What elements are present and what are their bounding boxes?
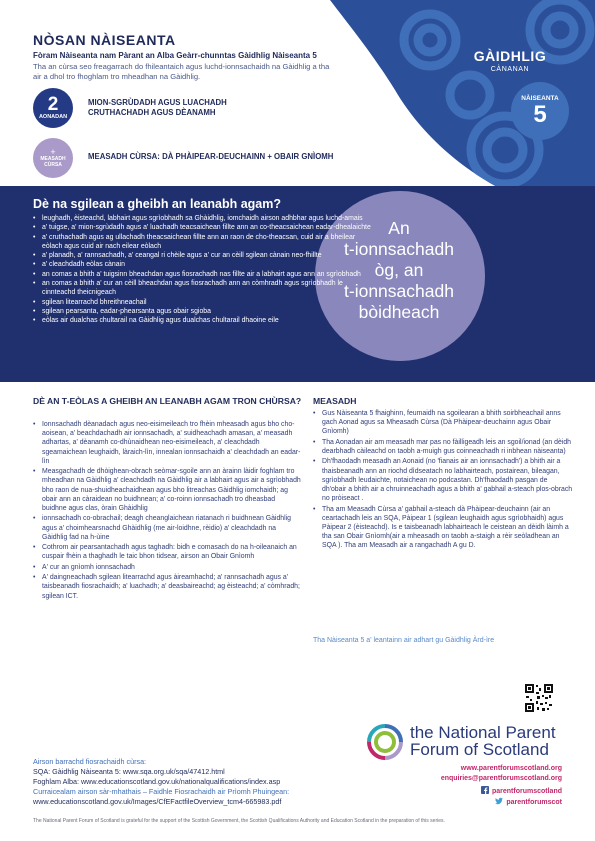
cfe-factfile-heading: Curraicealam airson sàr-mhathais – Faidhle Fiosrachaidh air Prìomh Phuingean: xyxy=(33,787,290,796)
org-name-part: Forum xyxy=(410,740,464,759)
cfe-factfile-link[interactable]: www.educationscotland.gov.uk/Images/CfEFactfileOverview_tcm4-665983.pdf xyxy=(33,797,282,806)
unit-name-2: CRUTHACHADH AGUS DÈANAMH xyxy=(88,108,216,117)
skills-section xyxy=(0,186,595,382)
page-description: Tha an cùrsa seo freagarrach do fhileantaich agus luchd-ionnsachaidh na Gàidhlig a tha air a dhol tro fhoghlam tro mheadhan na Gàidhlig. xyxy=(33,62,330,81)
twitter-icon xyxy=(495,797,503,805)
list-item: • sgilean pearsanta, eadar-phearsanta agus obair sgioba xyxy=(33,307,371,316)
email-link[interactable]: enquiries@parentforumscotland.org xyxy=(440,775,562,782)
units-label: AONADAN xyxy=(38,114,68,120)
list-item: • Cothrom air pearsantachadh agus taghadh: bidh e comasach do na h-oileanaich an cuspair fhèin a thaghadh le taic bhon tidsear, airson an Obair Gnìomh xyxy=(33,543,301,561)
list-item: • Tha am Measadh Cùrsa a' gabhail a-steach dà Phàipear-deuchainn (air an ceartachadh leis an SQA, Pàipear 1 (sgilean leughaidh agus sgrìobhaidh) agus Pàipear 2 (èisteachd). Is e taisbeanadh labhairteach le ceistean an dèidh làimh a tha san Obair Gnìomh(air a mheasadh on taobh a-staigh a rèir seòladhean an SQA ). Tha am Measadh air a rangachadh A gu D. xyxy=(313,505,573,551)
website-link[interactable]: www.parentforumscotland.org xyxy=(460,765,562,772)
list-item: • eòlas air dualchas chultarail na Gàidhlig agus dualchas chultarail dhaoine eile xyxy=(33,316,371,325)
level-badge-label: NÀISEANTA xyxy=(521,95,559,102)
qr-code-icon[interactable] xyxy=(524,683,554,713)
list-item: • a' cleachdadh eòlas cànain xyxy=(33,260,371,269)
sqa-link[interactable]: SQA: Gàidhlig Nàiseanta 5: www.sqa.org.uk/sqa/47412.html xyxy=(33,767,225,776)
subject-name: GÀIDHLIG xyxy=(473,48,547,64)
more-info-heading: Airson barrachd fiosrachaidh cùrsa: xyxy=(33,757,147,766)
list-item: • Gus Nàiseanta 5 fhaighinn, feumaidh na sgoilearan a bhith soirbheachail anns gach Aonad agus sa Mheasadh Cùrsa (Dà Phàipear-deuchainn agus Obair Gnìomh) xyxy=(313,409,573,437)
list-item: • a' cruthachadh agus ag ullachadh theacsaichean fillte ann an raon de cho-theacsan, cuid air a bheilear eòlach agus cuid air nach eilear eòlach xyxy=(33,233,371,252)
plus-icon: + xyxy=(50,147,56,157)
list-item: • Tha Aonadan air am measadh mar pas no fàilligeadh leis an sgoil/ionad (an dèidh dearbhadh càileachd on taobh a-muigh gus coinneachadh ri inbhean nàiseanta) xyxy=(313,438,573,456)
list-item: • Ionnsachadh dèanadach agus neo-eisimeileach tro fhèin mheasadh agus bho cho-aoisean, a' beachdachadh air ionnsachadh, a' suidheachadh amasan, a' measadh adhartas, a' dèanamh co-dhùnaidhean neo-eisimeileach, a' cleachdadh sgeamaichean leughaidh, làraich-lìn, innealan ionnsachaidh a' cleachdadh an eadar-lìn xyxy=(33,420,301,466)
list-item: • an comas a bhith a' tuigsinn bheachdan agus fiosrachadh nas fillte air a labhairt agus ann an sgrìobhadh xyxy=(33,270,371,279)
units-badge xyxy=(33,88,73,128)
list-item: • A' cur an gnìomh ionnsachadh xyxy=(33,563,301,572)
learning-heading: DÈ AN T-EÒLAS A GHEIBH AN LEANABH AGAM TRON CHÙRSA? xyxy=(33,396,302,406)
page-title: NÒSAN NÀISEANTA xyxy=(33,32,176,48)
twitter-link[interactable] xyxy=(495,797,562,806)
motto-line-5: bòidheach xyxy=(358,302,440,322)
facebook-handle: parentforumscotland xyxy=(491,788,562,795)
npf-logo-icon xyxy=(367,724,403,760)
twitter-handle: parentforumscot xyxy=(506,799,562,806)
list-item: • a' tuigse, a' mion-sgrùdadh agus a' luachadh teacsaichean fillte ann an co-theacsaichean eadar-dhealaichte xyxy=(33,223,371,232)
course-assessment-badge xyxy=(33,138,73,178)
motto-line-4: t-ionnsachadh xyxy=(344,281,454,301)
facebook-icon xyxy=(481,786,489,794)
learning-list xyxy=(33,420,301,602)
page-subtitle: Fòram Nàiseanta nam Pàrant an Alba Geàrr-chunntas Gàidhlig Nàiseanta 5 xyxy=(33,51,317,60)
list-item: • Measgachadh de dhòighean-obrach seòmar-sgoile ann an àrainn làidir foghlam tro mheadhan na Gàidhlig a' cleachdadh na Gàidhlig air a labhairt agus air a sgrìobhadh bho raon de nua-shuidheachaidhean agus bho litreachas Gàidhlig iomchaidh; ag obair ann an càraidean no buidhnean; a' co-roinn ionnsachadh tro dheasbad buidhne agus clas, òrain Ghàidhlig xyxy=(33,467,301,513)
unit-name-1: MION-SGRÙDADH AGUS LUACHADH xyxy=(88,98,227,107)
org-name-part: of Scotland xyxy=(463,740,549,759)
subject-area: CÀNANAN xyxy=(490,66,530,73)
course-assessment-text: MEASADH CÙRSA: DÀ PHÀIPEAR-DEUCHAINN + OBAIR GNÌOMH xyxy=(88,152,334,161)
org-name-part: the xyxy=(410,723,439,742)
org-name-part: National Parent xyxy=(438,723,556,742)
units-count: 2 xyxy=(47,94,59,115)
org-name-line-2 xyxy=(410,741,549,759)
motto-line-1: An xyxy=(388,218,410,238)
assessment-heading: MEASADH xyxy=(313,396,357,406)
list-item: • an comas a bhith a' cur an cèill bheachdan agus fiosrachadh ann an còmhradh agus sgrìobhadh le cinnteachd theicnigeach xyxy=(33,279,371,298)
list-item: • Dh'fhaodadh measadh an Aonaid (no 'fianais air an ionnsachadh') a bhith air a thaisbeanadh ann an riochd dìdseatach no labhairteach, postairean, bileagan, sgrìobhadh leudaichte, notaichean no podcastan. Dh'fhaodadh pasgan de dh'obair a bhith air a chruinneachadh agus a bhith a' gabhail a-steach plos-obrach no pròiseact . xyxy=(313,457,573,503)
level-badge-number: 5 xyxy=(533,101,547,128)
skills-list xyxy=(33,214,371,326)
course-assessment-badge-label-1: MEASADH xyxy=(40,156,66,162)
motto-line-3: òg, an xyxy=(374,260,424,280)
assessment-list xyxy=(313,409,573,552)
list-item: • ionnsachadh co-obrachail; deagh cheanglaichean riatanach ri buidhnean Gàidhlig agus a' choimhearsnachd Ghàidhlig (me air-loidhne, rèidio) a' cleachdadh na Gàidhlig fad na h-ùine xyxy=(33,514,301,542)
list-item: • sgilean litearrachd bhreithneachail xyxy=(33,298,371,307)
list-item: • A' daingneachadh sgilean litearrachd agus àireamhachd; a' rannsachadh agus a' taisbeanadh fiosrachaidh; a' luachadh; a' deasbaireachd; ag èisteachd; a' còmhradh; sgilean ICT. xyxy=(33,573,301,601)
education-scotland-link[interactable]: Foghlam Alba: www.educationscotland.gov.uk/nationalqualifications/index.asp xyxy=(33,777,281,786)
course-assessment-badge-label-2: CÙRSA xyxy=(44,162,62,168)
progression-note: Tha Nàiseanta 5 a' leantainn air adhart gu Gàidhlig Àrd-ìre xyxy=(313,637,495,644)
facebook-link[interactable] xyxy=(481,786,562,795)
skills-heading: Dè na sgilean a gheibh an leanabh agam? xyxy=(33,197,281,211)
motto-line-2: t-ionnsachadh xyxy=(344,239,454,259)
acknowledgement-text: The National Parent Forum of Scotland is grateful for the support of the Scottish Government, the Scottish Qualifications Authority and Education Scotland in the preparation of this series. xyxy=(33,818,445,824)
list-item: • a' planadh, a' rannsachadh, a' ceangal ri chèile agus a' cur an cèill sgilean cànain neo-fhillte xyxy=(33,251,371,260)
level-badge xyxy=(511,82,569,140)
list-item: • leughadh, èisteachd, labhairt agus sgrìobhadh sa Ghàidhlig, iomchaidh airson adhbhar agus luchd-amais xyxy=(33,214,371,223)
motto-text xyxy=(328,218,470,323)
